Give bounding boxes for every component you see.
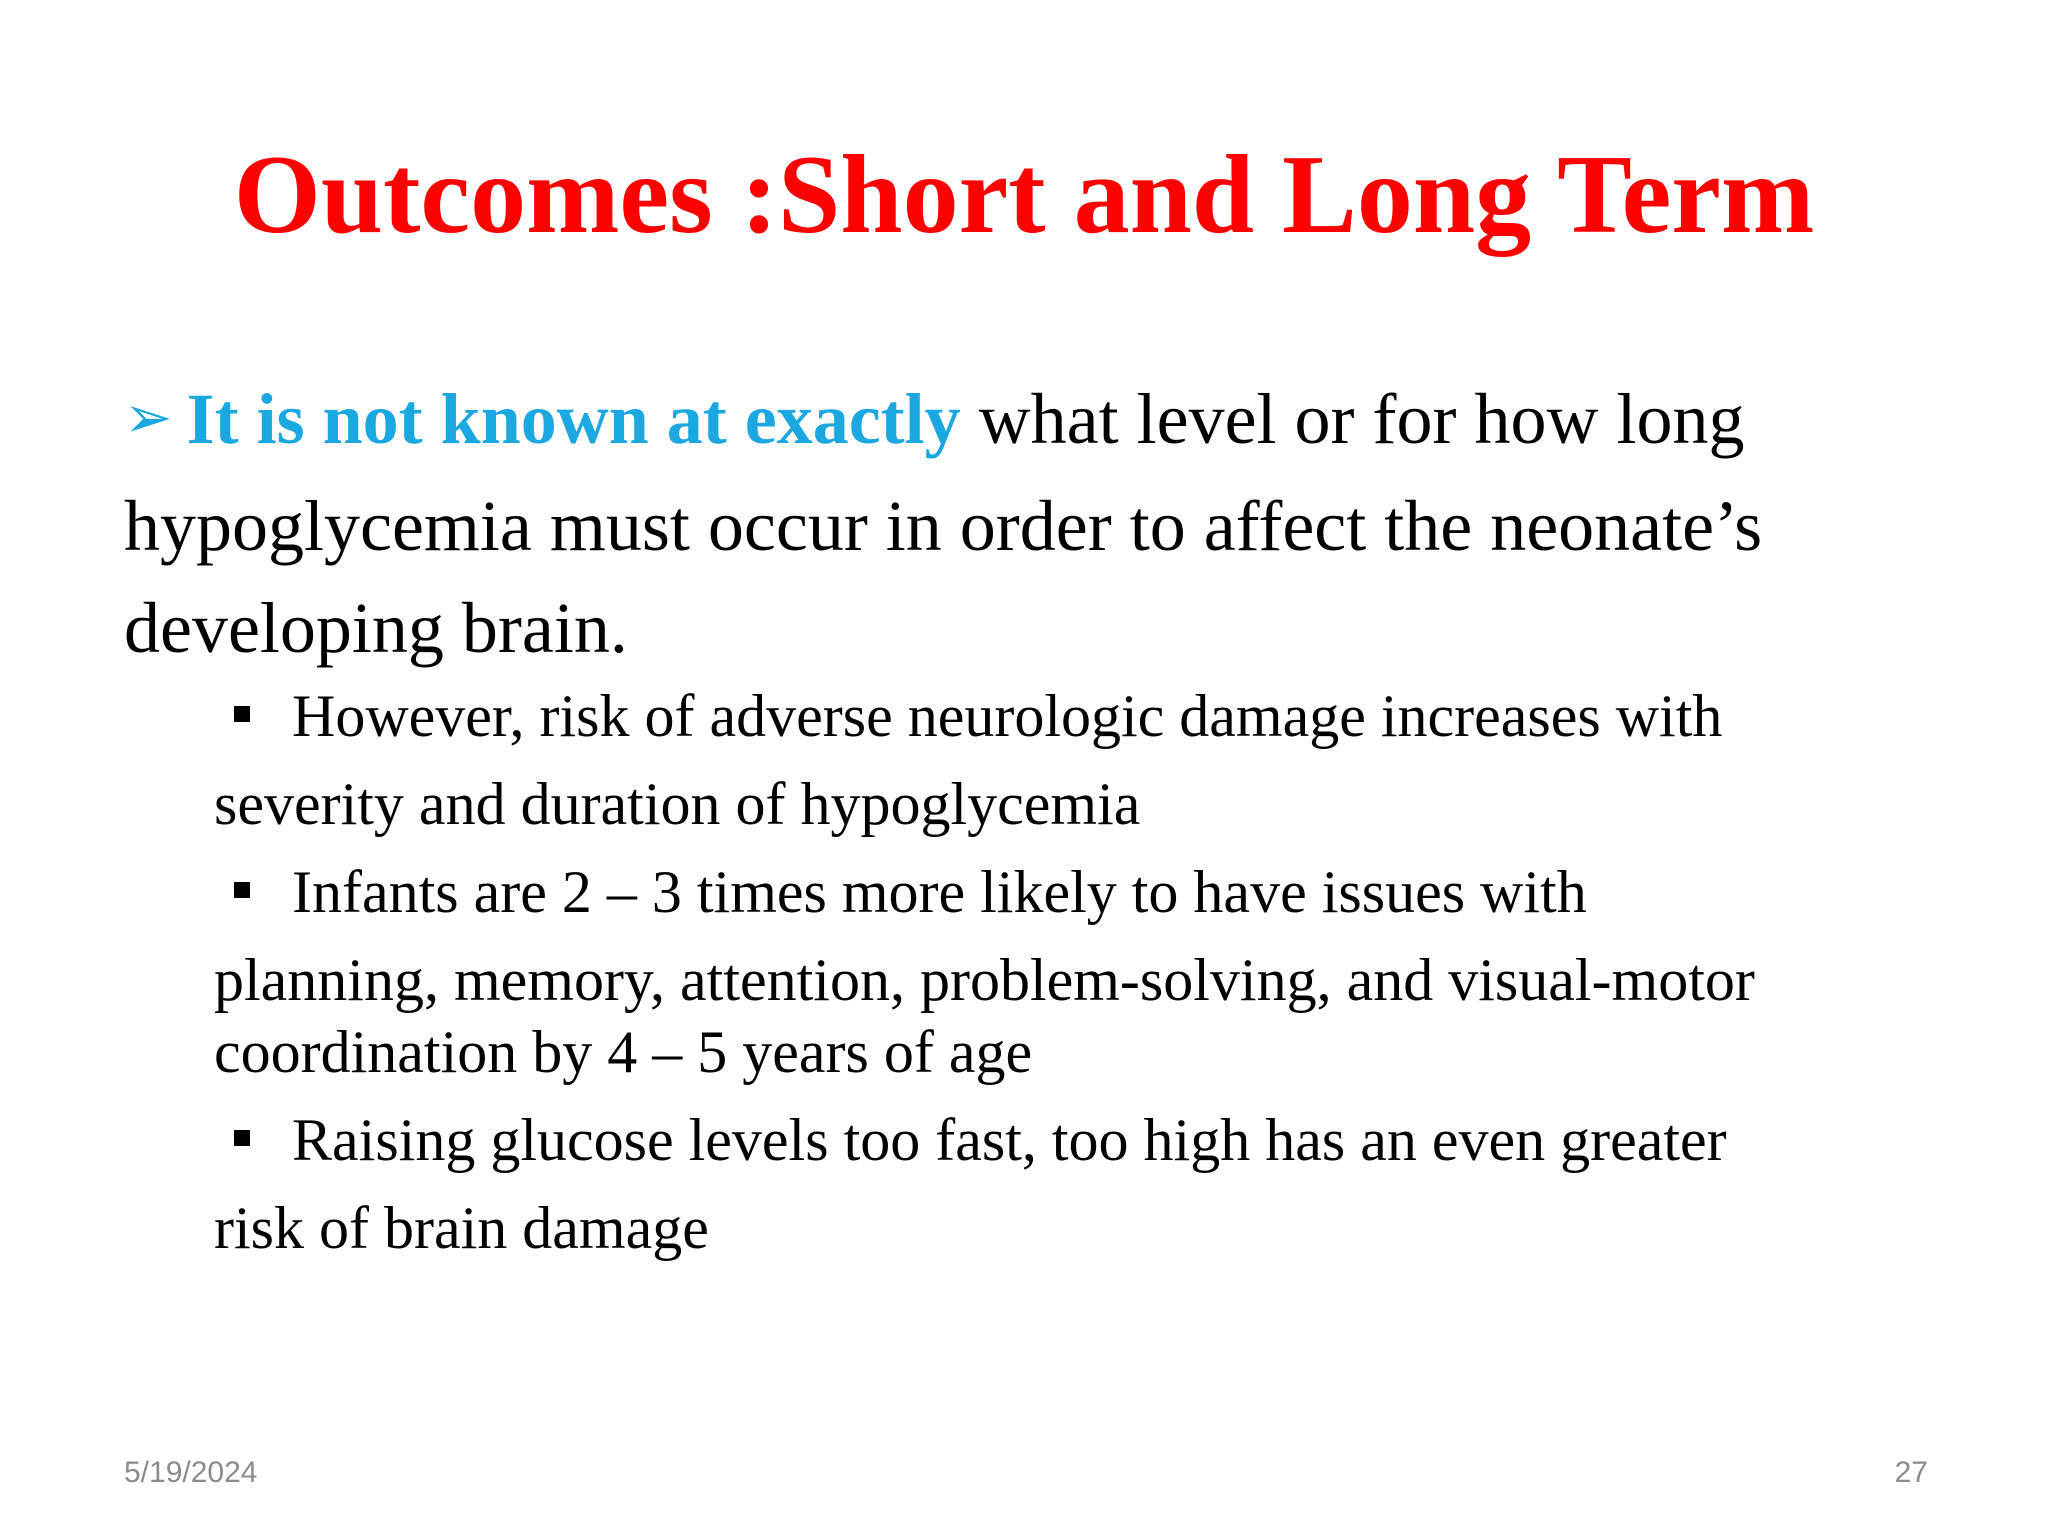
slide-title: Outcomes :Short and Long Term	[233, 133, 1815, 257]
sub-bullet-first-line: Infants are 2 – 3 times more likely to have issues with	[292, 859, 1587, 925]
arrow-bullet-icon: ➢	[124, 385, 173, 450]
sub-bullet-item	[214, 672, 1974, 848]
sub-bullet-first-line: However, risk of adverse neurologic damage increases with	[292, 683, 1723, 749]
square-bullet-icon	[234, 1130, 250, 1146]
square-bullet-icon	[234, 882, 250, 898]
sub-bullet-continuation: severity and duration of hypoglycemia	[214, 771, 1141, 837]
sub-bullet-first-line: Raising glucose levels too fast, too high has an even greater	[292, 1107, 1727, 1173]
main-bullet-highlight: It is not known at exactly	[186, 379, 961, 459]
sub-bullet-list	[214, 672, 1974, 1272]
sub-bullet-continuation: planning, memory, attention, problem-solving, and visual-motor coordination by 4 – 5 years of age	[214, 947, 1755, 1085]
sub-bullet-item	[214, 848, 1974, 1088]
main-bullet-text: what level or for how long hypoglycemia must occur in order to affect the neonate’s developing brain.	[124, 379, 1763, 668]
footer-page-number: 27	[1894, 1456, 1928, 1489]
sub-bullet-continuation: risk of brain damage	[214, 1195, 709, 1261]
sub-bullet-item	[214, 1096, 1974, 1272]
footer-date: 5/19/2024	[124, 1456, 258, 1489]
main-bullet	[124, 368, 1944, 679]
square-bullet-icon	[234, 706, 250, 722]
